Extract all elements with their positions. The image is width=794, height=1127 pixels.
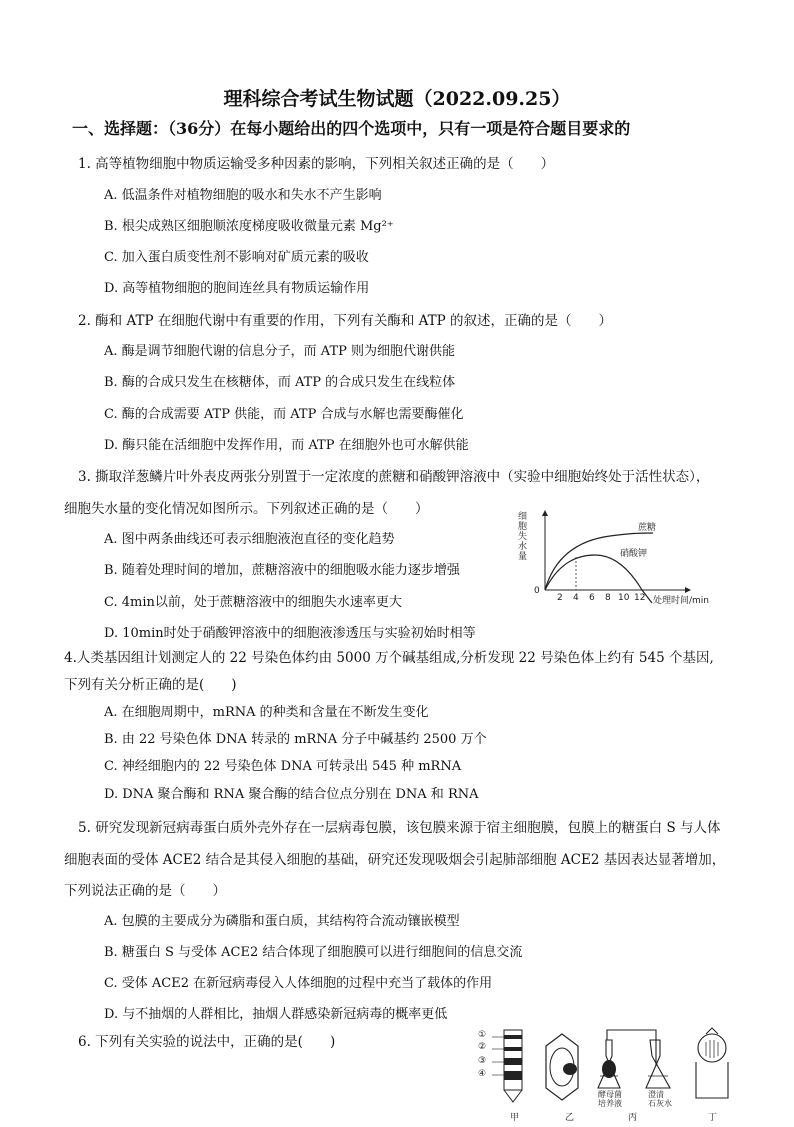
tick-8: 8 (605, 593, 611, 603)
limewater-flask (646, 1040, 670, 1088)
page-title: 理科综合考试生物试题（2022.09.25） (223, 88, 571, 110)
question-4-option-b: B. 由 22 号染色体 DNA 转录的 mRNA 分子中碱基约 2500 万个 (104, 732, 487, 747)
band-2 (504, 1047, 522, 1051)
question-2-option-a: A. 酶是调节细胞代谢的信息分子，而 ATP 则为细胞代谢供能 (104, 344, 456, 359)
question-1-option-b: B. 根尖成熟区细胞顺浓度梯度吸收微量元素 Mg²⁺ (104, 219, 394, 234)
question-3-option-d: D. 10min时处于硝酸钾溶液中的细胞液渗透压与实验初始时相等 (104, 626, 476, 641)
question-3-stem-line-1: 3. 撕取洋葱鳞片叶外表皮两张分别置于一定浓度的蔗糖和硝酸钾溶液中（实验中细胞始终处于活性状态）， (78, 469, 710, 485)
question-4-option-c: C. 神经细胞内的 22 号染色体 DNA 可转录出 545 种 mRNA (104, 759, 462, 774)
question-3-option-c: C. 4min以前，处于蔗糖溶液中的细胞失水速率更大 (104, 595, 402, 610)
tick-6: 6 (589, 593, 595, 603)
band-label-1: ① (478, 1030, 487, 1040)
question-5-stem-line-1: 5. 研究发现新冠病毒蛋白质外壳外存在一层病毒包膜，该包膜来源于宿主细胞膜，包膜上的糖蛋白 S 与人体 (78, 820, 721, 836)
tick-12: 12 (634, 593, 646, 603)
onion-roots (706, 1040, 718, 1058)
figure-label-bing: 丙 (628, 1113, 638, 1123)
tick-10: 10 (618, 593, 630, 603)
graph-y-label: 细 胞 失 水 量 (518, 512, 528, 562)
yeast-flask-stopper-shade (602, 1060, 616, 1078)
question-4-stem-line-1: 4.人类基因组计划测定人的 22 号染色体约由 5000 万个碱基组成,分析发现 22 号染色体上约有 545 个基因, (64, 650, 714, 666)
question-5-option-c: C. 受体 ACE2 在新冠病毒侵入人体细胞的过程中充当了载体的作用 (104, 976, 493, 991)
yeast-label: 酵母菌 培养液 (598, 1090, 622, 1108)
beaker (696, 1062, 728, 1098)
water-loss-graph (520, 510, 720, 610)
question-4-option-d: D. DNA 聚合酶和 RNA 聚合酶的结合位点分别在 DNA 和 RNA (104, 787, 479, 802)
strip-tip (504, 1090, 522, 1102)
question-5-stem-line-3: 下列说法正确的是（ ） (64, 883, 226, 899)
onion-top (706, 1028, 718, 1034)
question-1-stem: 1. 高等植物细胞中物质运输受多种因素的影响，下列相关叙述正确的是（ ） (78, 156, 555, 172)
question-1-option-a: A. 低温条件对植物细胞的吸水和失水不产生影响 (104, 188, 382, 203)
graph-x-label: 处理时间/min (653, 596, 710, 606)
question-4-stem-line-2: 下列有关分析正确的是( ) (64, 677, 237, 693)
question-1-option-d: D. 高等植物细胞的胞间连丝具有物质运输作用 (104, 281, 370, 296)
question-5-option-d: D. 与不抽烟的人群相比，抽烟人群感染新冠病毒的概率更低 (104, 1007, 448, 1022)
question-3-stem-line-2: 细胞失水量的变化情况如图所示。下列叙述正确的是（ ） (64, 501, 429, 517)
band-label-4: ④ (478, 1069, 487, 1079)
question-2-option-d: D. 酶只能在活细胞中发挥作用，而 ATP 在细胞外也可水解供能 (104, 438, 469, 453)
sucrose-label: 蔗糖 (638, 523, 657, 533)
tick-2: 2 (557, 593, 563, 603)
question-5-stem-line-2: 细胞表面的受体 ACE2 结合是其侵入细胞的基础，研究还发现吸烟会引起肺部细胞 ACE2 基因表达显著增加， (64, 852, 726, 868)
question-2-option-c: C. 酶的合成需要 ATP 供能，而 ATP 合成与水解也需要酶催化 (104, 407, 464, 422)
y-axis-arrow (542, 510, 548, 516)
question-1-option-c: C. 加入蛋白质变性剂不影响对矿质元素的吸收 (104, 250, 369, 265)
connecting-tube (607, 1030, 656, 1066)
onion-bulb (698, 1034, 726, 1062)
band-3 (504, 1058, 522, 1065)
kno3-label: 硝酸钾 (620, 549, 648, 559)
experiment-figures (474, 1026, 744, 1123)
band-1 (504, 1035, 522, 1039)
figure-label-ding: 丁 (708, 1113, 718, 1123)
question-6-stem: 6. 下列有关实验的说法中，正确的是( ) (78, 1034, 336, 1050)
nucleus (563, 1063, 577, 1075)
limewater-label: 澄清 石灰水 (648, 1090, 672, 1108)
question-2-stem: 2. 酶和 ATP 在细胞代谢中有重要的作用，下列有关酶和 ATP 的叙述，正确的是（ ） (78, 313, 613, 329)
figure-label-jia: 甲 (510, 1113, 520, 1123)
question-5-option-b: B. 糖蛋白 S 与受体 ACE2 结合体现了细胞膜可以进行细胞间的信息交流 (104, 945, 523, 960)
question-2-option-b: B. 酶的合成只发生在核糖体，而 ATP 的合成只发生在线粒体 (104, 375, 456, 390)
question-4-option-a: A. 在细胞周期中，mRNA 的种类和含量在不断发生变化 (104, 705, 429, 720)
question-5-option-a: A. 包膜的主要成分为磷脂和蛋白质，其结构符合流动镶嵌模型 (104, 914, 460, 929)
tick-4: 4 (573, 593, 579, 603)
experiment-figures-svg (474, 1026, 744, 1123)
section-heading: 一、选择题：（36分）在每小题给出的四个选项中，只有一项是符合题目要求的 (72, 119, 631, 138)
band-4 (504, 1071, 522, 1080)
figure-label-yi: 乙 (565, 1113, 575, 1123)
question-3-option-b: B. 随着处理时间的增加，蔗糖溶液中的细胞吸水能力逐步增强 (104, 563, 460, 578)
graph-origin: 0 (534, 586, 540, 596)
question-3-option-a: A. 图中两条曲线还可表示细胞液泡直径的变化趋势 (104, 532, 395, 547)
band-label-3: ③ (478, 1056, 487, 1066)
band-label-2: ② (478, 1042, 487, 1052)
